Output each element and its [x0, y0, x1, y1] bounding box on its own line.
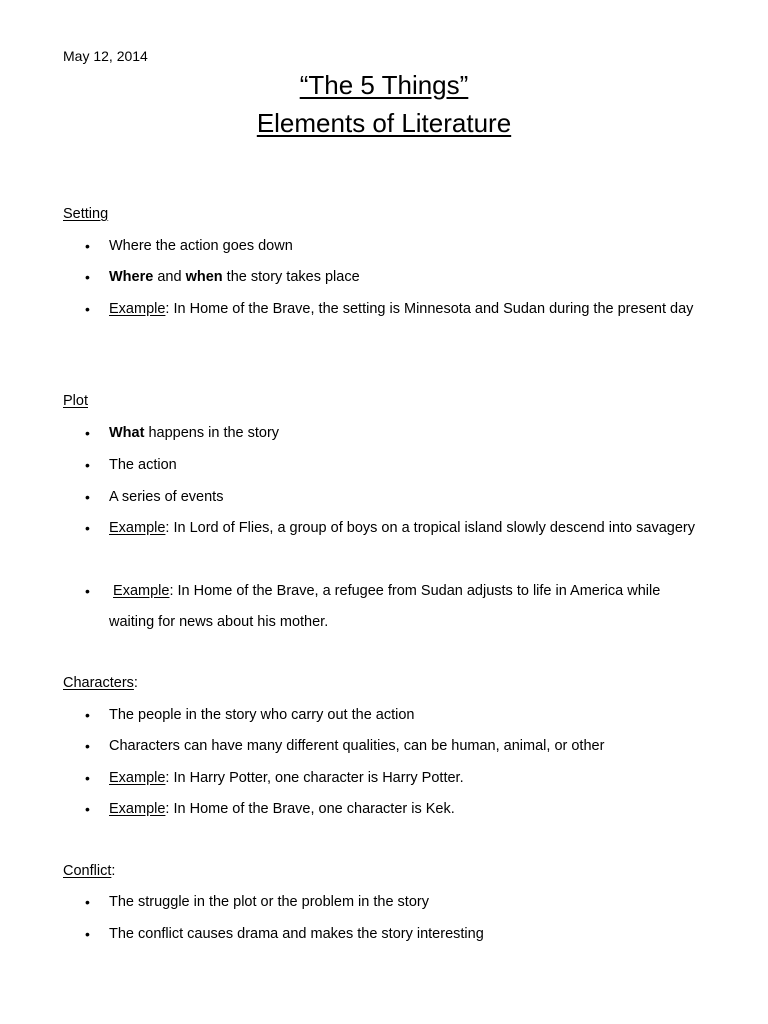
list-item — [85, 576, 705, 638]
example-label: Example — [109, 801, 166, 817]
plain-text: and — [153, 269, 186, 285]
section-heading-conflict — [63, 863, 115, 879]
list-item-text — [109, 794, 705, 825]
list-item-text — [109, 576, 705, 638]
example-text: : In Home of the Brave, a refugee from Sudan adjusts to life in America while waiting for news about his mother. — [109, 583, 661, 630]
emphasis-text: What — [109, 425, 145, 441]
document-title — [0, 66, 768, 142]
example-text: : In Harry Potter, one character is Harry Potter. — [165, 770, 464, 786]
bullet-icon: • — [85, 520, 90, 536]
example-label: Example — [109, 770, 166, 786]
heading-colon: : — [133, 675, 138, 691]
bullet-icon: • — [85, 770, 90, 786]
bullet-icon: • — [85, 926, 90, 942]
list-item — [85, 231, 705, 262]
heading-label: Setting — [63, 206, 109, 222]
list-item-text: The struggle in the plot or the problem in the story — [109, 894, 429, 910]
example-text: : In Home of the Brave, the setting is Minnesota and Sudan during the present day — [165, 301, 694, 317]
title-line-1: “The 5 Things” — [299, 70, 469, 100]
bullet-icon: • — [85, 707, 90, 723]
bullet-icon: • — [85, 801, 90, 817]
example-label: Example — [109, 301, 166, 317]
bullet-icon: • — [85, 738, 90, 754]
list-item — [85, 450, 705, 481]
list-item — [85, 513, 705, 544]
heading-label: Plot — [63, 393, 88, 409]
section-heading-setting — [63, 206, 108, 222]
list-item — [85, 482, 705, 513]
list-item — [85, 887, 705, 918]
section-heading-plot — [63, 393, 88, 409]
bullet-icon: • — [85, 457, 90, 473]
list-item — [85, 262, 705, 293]
title-line-2: Elements of Literature — [256, 108, 512, 138]
list-item — [85, 294, 705, 325]
example-text: : In Home of the Brave, one character is Kek. — [165, 801, 455, 817]
emphasis-text: when — [185, 269, 223, 285]
plain-text: happens in the story — [144, 425, 280, 441]
list-item — [85, 731, 705, 762]
list-item — [85, 700, 705, 731]
list-item — [85, 794, 705, 825]
example-text: : In Lord of Flies, a group of boys on a tropical island slowly descend into savagery — [165, 520, 695, 536]
plain-text: the story takes place — [222, 269, 360, 285]
list-item — [85, 418, 705, 449]
list-item-text — [109, 513, 705, 544]
list-item — [85, 763, 705, 794]
list-item-text — [109, 418, 705, 449]
list-item-text: The conflict causes drama and makes the story interesting — [109, 926, 484, 942]
example-label: Example — [113, 583, 170, 599]
bullet-icon: • — [85, 238, 90, 254]
list-item — [85, 919, 705, 950]
list-item-text: A series of events — [109, 489, 224, 505]
list-item-text — [109, 262, 705, 293]
list-item-text: The people in the story who carry out the action — [109, 707, 415, 723]
list-item-text: Characters can have many different qualities, can be human, animal, or other — [109, 738, 605, 754]
heading-label: Conflict — [63, 863, 112, 879]
list-item-text — [109, 294, 705, 325]
bullet-icon: • — [85, 894, 90, 910]
list-item-text — [109, 763, 705, 794]
emphasis-text: Where — [109, 269, 154, 285]
bullet-icon: • — [85, 489, 90, 505]
section-heading-characters — [63, 675, 138, 691]
list-item-text: The action — [109, 457, 177, 473]
bullet-icon: • — [85, 425, 90, 441]
example-label: Example — [109, 520, 166, 536]
bullet-icon: • — [85, 583, 90, 599]
heading-label: Characters — [63, 675, 134, 691]
list-item-text: Where the action goes down — [109, 238, 293, 254]
heading-colon: : — [111, 863, 116, 879]
document-date: May 12, 2014 — [63, 48, 148, 64]
bullet-icon: • — [85, 301, 90, 317]
bullet-icon: • — [85, 269, 90, 285]
